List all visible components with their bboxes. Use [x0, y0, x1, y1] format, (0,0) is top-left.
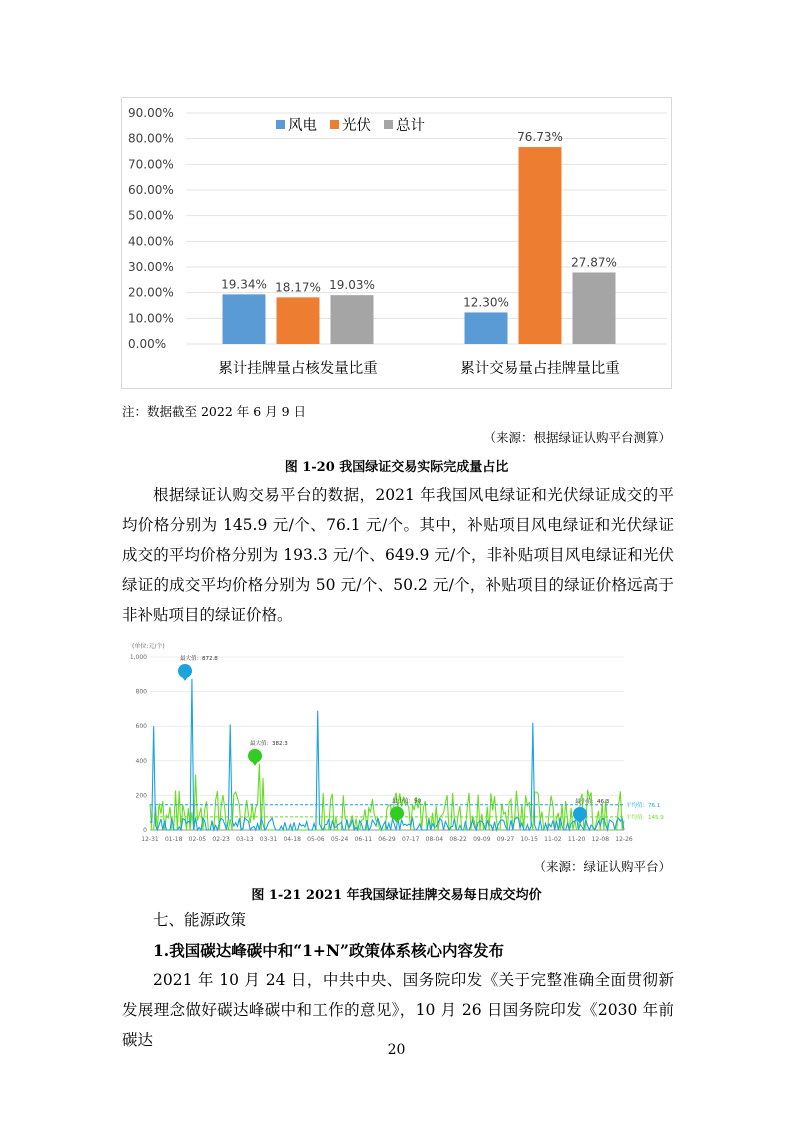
- y-tick-label: 50.00%: [128, 208, 174, 223]
- y-tick-label: 0: [143, 827, 147, 834]
- x-tick-label: 09-09: [473, 836, 491, 843]
- x-tick-label: 02-05: [188, 836, 207, 843]
- marker-pin: [178, 664, 192, 681]
- data-label: 27.87%: [571, 255, 617, 270]
- marker-pin: [248, 749, 262, 766]
- x-tick-label: 02-23: [212, 836, 230, 843]
- x-tick-label: 05-24: [330, 836, 349, 843]
- data-label: 76.73%: [517, 130, 563, 145]
- category-label: 累计交易量占挂牌量比重: [460, 361, 620, 377]
- legend-swatch-光伏: [330, 120, 339, 129]
- average-label: 平均值：145.9: [626, 814, 664, 821]
- bar-风电-0: [223, 294, 266, 344]
- y-tick-label: 200: [135, 792, 147, 800]
- subsection-heading: [153, 939, 504, 961]
- y-tick-label: 40.00%: [128, 234, 174, 249]
- x-tick-label: 03-31: [259, 836, 278, 843]
- figure-caption-1-20: 图 1-20 我国绿证交易实际完成量占比: [284, 460, 509, 475]
- x-tick-label: 08-22: [449, 836, 467, 843]
- x-tick-label: 09-27: [496, 836, 515, 843]
- x-tick-label: 11-20: [567, 836, 586, 843]
- x-tick-label: 08-04: [425, 836, 444, 843]
- completion-ratio-chart-svg: [122, 98, 671, 388]
- y-tick-label: 20.00%: [128, 285, 174, 300]
- y-tick-label: 800: [135, 688, 147, 696]
- x-tick-label: 01-18: [164, 836, 183, 843]
- data-note: 注：数据截至 2022 年 6 月 9 日: [122, 404, 307, 419]
- marker-pin-tip: [181, 675, 189, 681]
- x-tick-label: 12-26: [615, 836, 633, 843]
- data-label: 19.03%: [329, 278, 375, 293]
- y-tick-label: 10.00%: [128, 311, 174, 326]
- marker-pin-tip: [251, 760, 259, 766]
- y-tick-label: 30.00%: [128, 260, 174, 274]
- y-tick-label: 0.00%: [128, 337, 167, 351]
- chart-source-2: （来源：绿证认购平台）: [533, 859, 671, 874]
- x-tick-label: 12-08: [591, 836, 610, 843]
- bar-总计-1: [573, 272, 616, 344]
- legend-label: 风电: [288, 118, 317, 134]
- price-paragraph-text: 根据绿证认购交易平台的数据，2021 年我国风电绿证和光伏绿证成交的平均价格分别为 145.9 元/个、76.1 元/个。其中，补贴项目风电绿证和光伏绿证成交的平均价格分别为 193.3 元/个、649.9 元/个，非补贴项目风电绿证和光伏绿证的成交平均价格分别为 50 元/个、50.2 元/个，补贴项目的绿证价格远高于非补贴项目的绿证价格。: [122, 486, 674, 624]
- unit-label: (单位:元/个): [132, 643, 165, 650]
- y-tick-label: 70.00%: [128, 157, 174, 172]
- figure-caption-1-21: 图 1-21 2021 年我国绿证挂牌交易每日成交均价: [251, 888, 542, 903]
- x-tick-label: 10-15: [520, 836, 538, 843]
- y-tick-label: 90.00%: [128, 106, 174, 120]
- y-tick-label: 1,000: [129, 654, 147, 661]
- legend-swatch-总计: [384, 120, 393, 129]
- price-paragraph: [122, 480, 674, 630]
- bar-风电-1: [465, 312, 508, 344]
- section-heading: 七、能源政策: [153, 911, 247, 929]
- data-label: 19.34%: [221, 277, 267, 292]
- marker-label: 最小值：46.3: [575, 798, 610, 805]
- data-label: 12.30%: [463, 295, 509, 310]
- marker-label: 最大值：872.8: [180, 656, 218, 663]
- bar-光伏-1: [519, 147, 562, 344]
- y-tick-label: 400: [135, 757, 147, 765]
- page-number: 20: [387, 1042, 406, 1058]
- bar-总计-0: [331, 295, 374, 344]
- marker-label: 最大值：382.3: [250, 740, 288, 747]
- x-tick-label: 05-06: [307, 836, 325, 843]
- subsection-title: .我国碳达峰碳中和“1+N”政策体系核心内容发布: [163, 941, 504, 960]
- x-tick-label: 06-11: [354, 836, 373, 843]
- x-tick-label: 04-18: [283, 836, 301, 843]
- completion-ratio-chart: [121, 97, 672, 389]
- legend-swatch-风电: [276, 120, 285, 129]
- x-tick-label: 11-02: [544, 836, 562, 843]
- bar-光伏-0: [277, 297, 320, 344]
- policy-paragraph-text: 2021 年 10 月 24 日，中共中央、国务院印发《关于完整准确全面贯彻新发展理念做好碳达峰碳中和工作的意见》，10 月 26 日国务院印发《2030 年前碳达: [122, 971, 674, 1049]
- category-label: 累计挂牌量占核发量比重: [218, 361, 378, 377]
- y-tick-label: 600: [135, 723, 147, 731]
- daily-price-chart-svg: [129, 640, 664, 848]
- x-tick-label: 06-29: [378, 836, 396, 843]
- subsection-number: 1: [153, 941, 164, 960]
- legend-label: 总计: [396, 118, 425, 134]
- chart-source-1: （来源：根据绿证认购平台测算）: [483, 430, 671, 445]
- x-tick-label: 03-13: [236, 836, 254, 843]
- series-line-66dd22: [150, 764, 624, 830]
- x-tick-label: 12-31: [141, 836, 159, 843]
- y-tick-label: 80.00%: [128, 131, 174, 146]
- legend-label: 光伏: [342, 118, 371, 134]
- average-label: 平均值：76.1: [626, 802, 661, 809]
- data-label: 18.17%: [275, 280, 321, 295]
- y-tick-label: 60.00%: [128, 183, 174, 197]
- x-tick-label: 07-17: [401, 836, 420, 843]
- daily-price-chart: [129, 640, 664, 848]
- marker-label: 最小值：50: [392, 798, 421, 805]
